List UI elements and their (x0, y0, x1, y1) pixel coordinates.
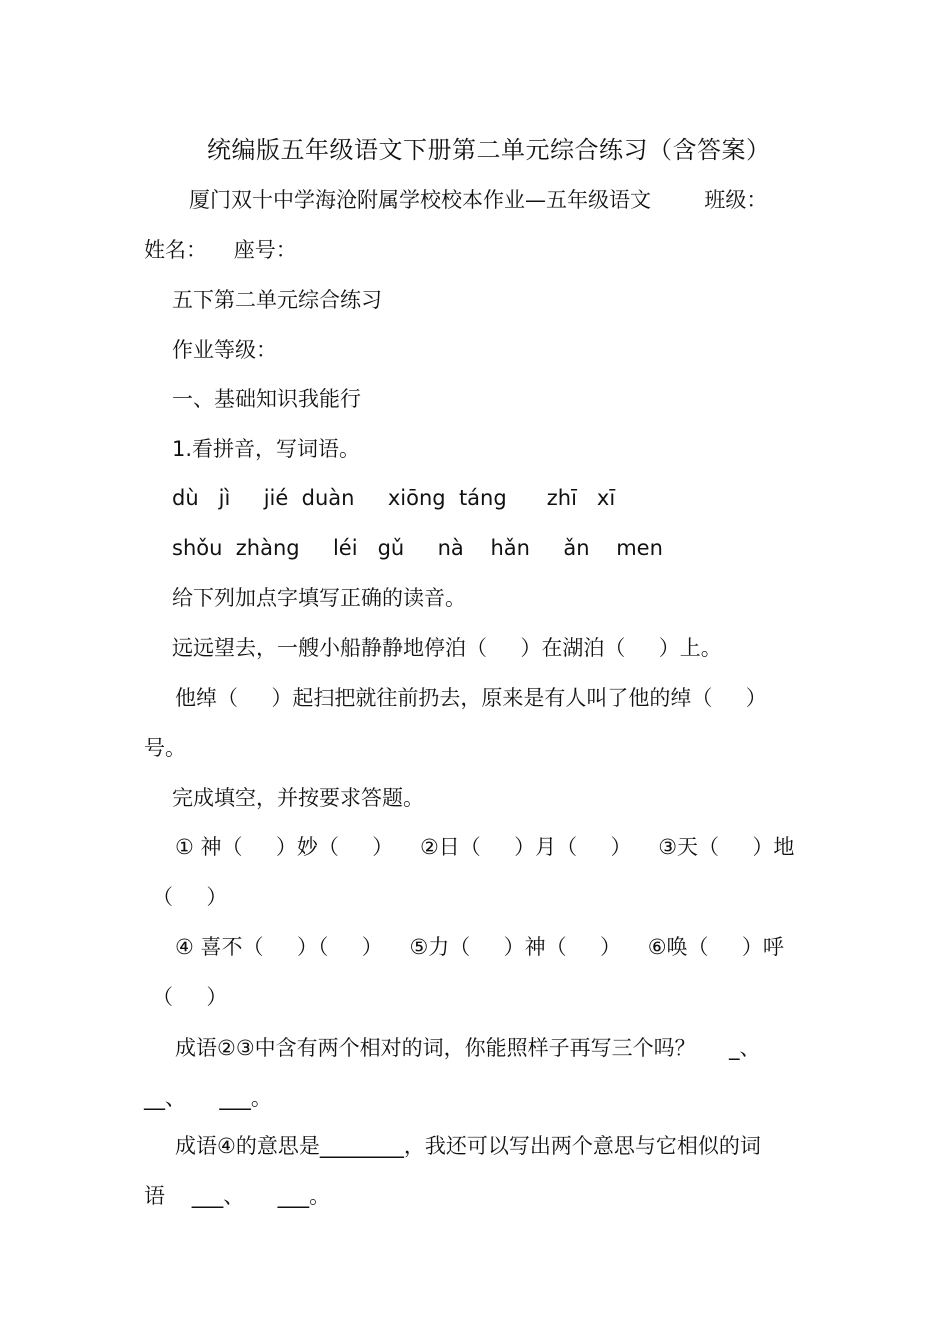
question-2-sentence-2-cont: 号。 (144, 736, 186, 760)
document-title: 统编版五年级语文下册第二单元综合练习（含答案） (207, 136, 771, 164)
idiom-row-1: ① 神（ ）妙（ ） ②日（ ）月（ ） ③天（ ）地 (175, 835, 795, 859)
section-heading: 一、基础知识我能行 (172, 387, 361, 411)
question-3: 完成填空，并按要求答题。 (172, 786, 424, 810)
name-line: 姓名： 座号： (144, 238, 297, 262)
pinyin-row-2: shǒu zhàng léi gǔ nà hǎn ǎn men (172, 536, 663, 560)
question-2: 给下列加点字填写正确的读音。 (172, 586, 466, 610)
question-2-sentence-2: 他绰（ ）起扫把就往前扔去，原来是有人叫了他的绰（ ） (175, 686, 767, 710)
pinyin-row-1: dù jì jié duàn xiōng táng zhī xī (172, 486, 616, 510)
unit-heading: 五下第二单元综合练习 (172, 288, 382, 312)
idiom-row-2-cont: （ ） (152, 985, 228, 1009)
idiom-question-1-cont: __、 ___。 (144, 1086, 272, 1110)
idiom-row-1-cont: （ ） (152, 885, 228, 909)
school-line: 厦门双十中学海沧附属学校校本作业—五年级语文 班级： (189, 188, 768, 212)
idiom-row-2: ④ 喜不（ ）（ ） ⑤力（ ）神（ ） ⑥唤（ ）呼 (175, 935, 784, 959)
idiom-question-2-cont: 语 ___、 ___。 (144, 1184, 331, 1208)
grade-label: 作业等级： (172, 338, 277, 362)
idiom-question-2: 成语④的意思是________，我还可以写出两个意思与它相似的词 (175, 1134, 761, 1158)
question-1: 1.看拼音，写词语。 (172, 437, 361, 461)
idiom-question-1: 成语②③中含有两个相对的词，你能照样子再写三个吗？ _、 (175, 1036, 761, 1060)
question-2-sentence-1: 远远望去，一艘小船静静地停泊（ ）在湖泊（ ）上。 (172, 636, 722, 660)
